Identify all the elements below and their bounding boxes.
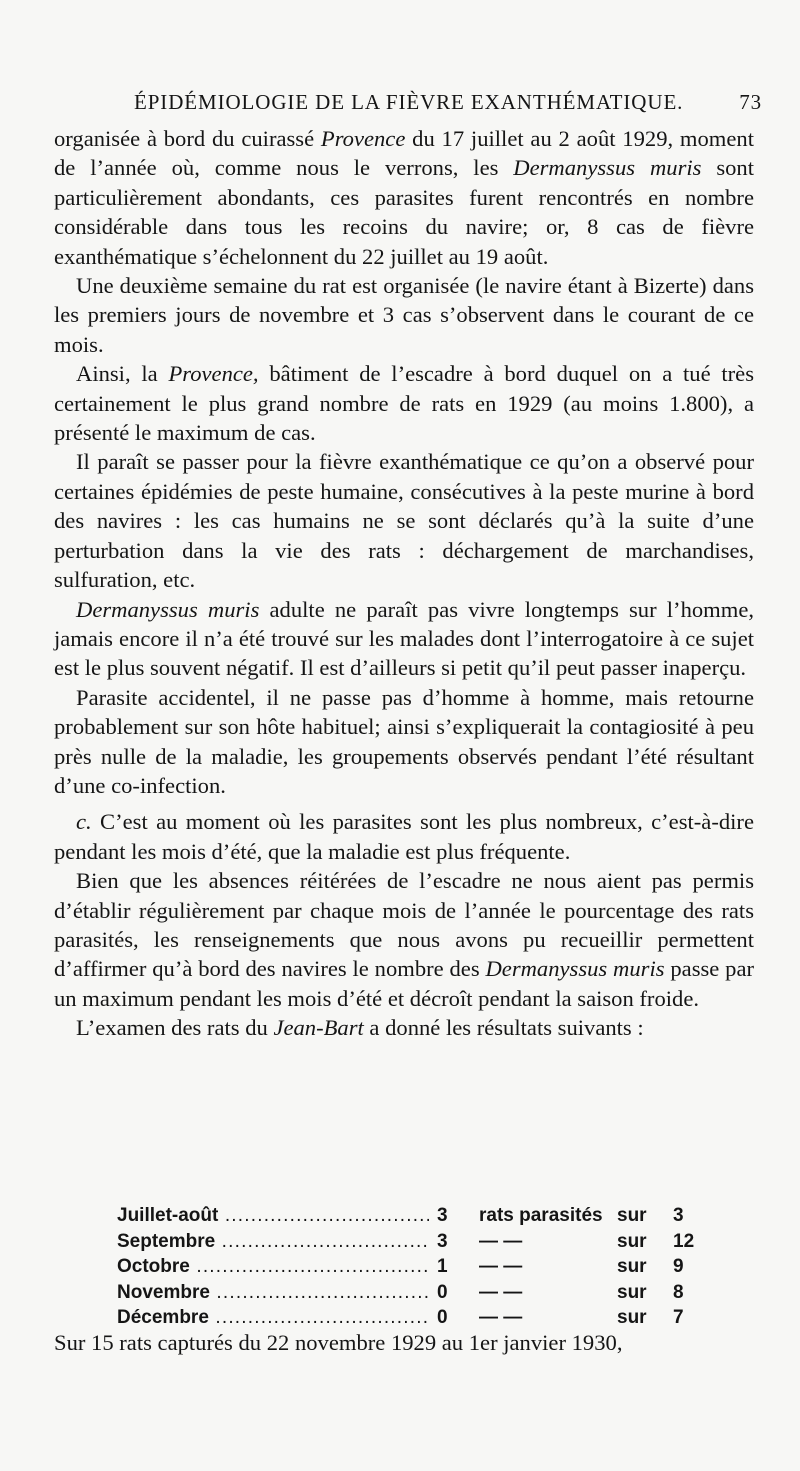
text-span: Une deuxième semaine du rat est organisée (le navire étant à Bizerte) dans les premiers jours de novembre et 3 cas s’observent dans le courant de ce mois. xyxy=(54,273,754,357)
table-row xyxy=(117,1205,697,1231)
table-count: 0 xyxy=(437,1281,448,1303)
table-label: — — xyxy=(479,1281,523,1303)
text-span: adulte ne paraît pas vivre longtemps sur l’homme, jamais encore il n’a été trouvé sur les malades dont l’interrogatoire à ce sujet est le plus souvent négatif. Il est d’ailleurs si petit qu’il peut passer inaperçu. xyxy=(54,596,754,681)
table-count: 3 xyxy=(437,1230,448,1252)
table-month: Novembre ..... xyxy=(117,1282,429,1304)
table-row xyxy=(117,1282,697,1308)
table-label: — — xyxy=(479,1307,523,1329)
paragraph xyxy=(54,359,754,447)
table-count: 0 xyxy=(437,1307,448,1329)
table-label: rats parasités xyxy=(479,1205,603,1226)
italic-span: c. xyxy=(76,809,92,835)
table-label: — — xyxy=(479,1230,523,1252)
italic-span: Provence, xyxy=(168,361,259,387)
table-row xyxy=(117,1231,697,1257)
text-span: a donné les résultats suivants : xyxy=(363,1015,644,1041)
text-span: Parasite accidentel, il ne passe pas d’homme à homme, mais retourne probablement sur son hôte habituel; ainsi s’expliquerait la contagiosité à peu près nulle de la maladie, les groupements observés pendant l’été résultant d’une co-infection. xyxy=(54,684,754,798)
italic-span: Dermanyssus muris xyxy=(485,956,665,982)
paragraph xyxy=(54,683,754,801)
paragraph xyxy=(54,595,754,683)
paragraph xyxy=(54,866,754,1013)
table-sur: sur xyxy=(617,1307,647,1329)
text-span: L’examen des rats du xyxy=(76,1015,274,1041)
text-span: sont particulièrement abondants, ces parasites furent rencontrés en nombre considérable dans tous les recoins du navire; or, 8 cas de fièvre exanthématique s’échelonnent du 22 juillet au 19 août. xyxy=(54,155,755,269)
text-span: bâtiment de l’escadre à bord duquel on a tué très certainement le plus grand nombre de rats en 1929 (au moins 1.800), a présenté le maximum de cas. xyxy=(54,361,754,446)
text-span: Il paraît se passer pour la fièvre exanthématique ce qu’on a observé pour certaines épidémies de peste humaine, consécutives à la peste murine à bord des navires : les cas humains ne se sont déclarés qu’à la suite d’une perturbation dans la vie des rats : déchargement de marchandises, sulfuration, etc. xyxy=(54,449,754,593)
running-head-title: ÉPIDÉMIOLOGIE DE LA FIÈVRE EXANTHÉMATIQUE. xyxy=(134,90,684,114)
table-total: 12 xyxy=(673,1230,695,1252)
table-total: 8 xyxy=(673,1281,684,1303)
text-span: Bien que les absences réitérées de l’escadre ne nous aient pas permis d’établir régulièrement par chaque mois de l’année le pourcentage des rats parasités, les renseignements que nous avons pu recueillir permettent d’affirmer qu’à bord des navires le nombre des xyxy=(54,868,754,982)
table-label: — — xyxy=(479,1256,523,1278)
italic-span: Jean-Bart xyxy=(273,1015,364,1041)
paragraph xyxy=(54,1013,754,1042)
text-span: C’est au moment où les parasites sont les plus nombreux, c’est-à-dire pendant les mois d’été, que la maladie est plus fréquente. xyxy=(54,809,754,864)
table-month: Décembre ..... xyxy=(117,1307,429,1329)
paragraph xyxy=(54,447,754,594)
body-text xyxy=(54,124,754,1043)
table-month: Juillet-août ..... xyxy=(117,1205,429,1227)
results-table xyxy=(117,1205,697,1333)
italic-span: Dermanyssus muris xyxy=(513,155,702,181)
text-span: du 17 juillet au 2 août 1929, moment de l’année où, comme nous le verrons, les xyxy=(54,126,754,181)
table-total: 3 xyxy=(673,1205,684,1226)
final-line: Sur 15 rats capturés du 22 novembre 1929 au 1er janvier 1930, xyxy=(54,1330,623,1355)
paragraph xyxy=(54,807,754,866)
table-total: 7 xyxy=(673,1307,684,1329)
text-span: passe par un maximum pendant les mois d’été et décroît pendant la saison froide. xyxy=(54,956,754,1011)
text-span: organisée à bord du cuirassé xyxy=(54,126,321,151)
italic-span: Provence xyxy=(320,126,406,151)
table-month: Septembre ..... xyxy=(117,1231,429,1253)
table-sur: sur xyxy=(617,1256,647,1278)
table-sur: sur xyxy=(617,1281,647,1303)
table-sur: sur xyxy=(617,1205,647,1226)
italic-span: Dermanyssus muris xyxy=(76,596,260,622)
page-number: 73 xyxy=(739,90,762,114)
running-head xyxy=(134,84,762,120)
table-month: Octobre ..... xyxy=(117,1256,429,1278)
text-span: Ainsi, la xyxy=(76,361,169,387)
table-sur: sur xyxy=(617,1230,647,1252)
table-total: 9 xyxy=(673,1256,684,1278)
table-count: 3 xyxy=(437,1205,448,1226)
table-count: 1 xyxy=(437,1256,448,1278)
paragraph xyxy=(54,124,754,271)
table-row xyxy=(117,1256,697,1282)
paragraph xyxy=(54,271,754,359)
